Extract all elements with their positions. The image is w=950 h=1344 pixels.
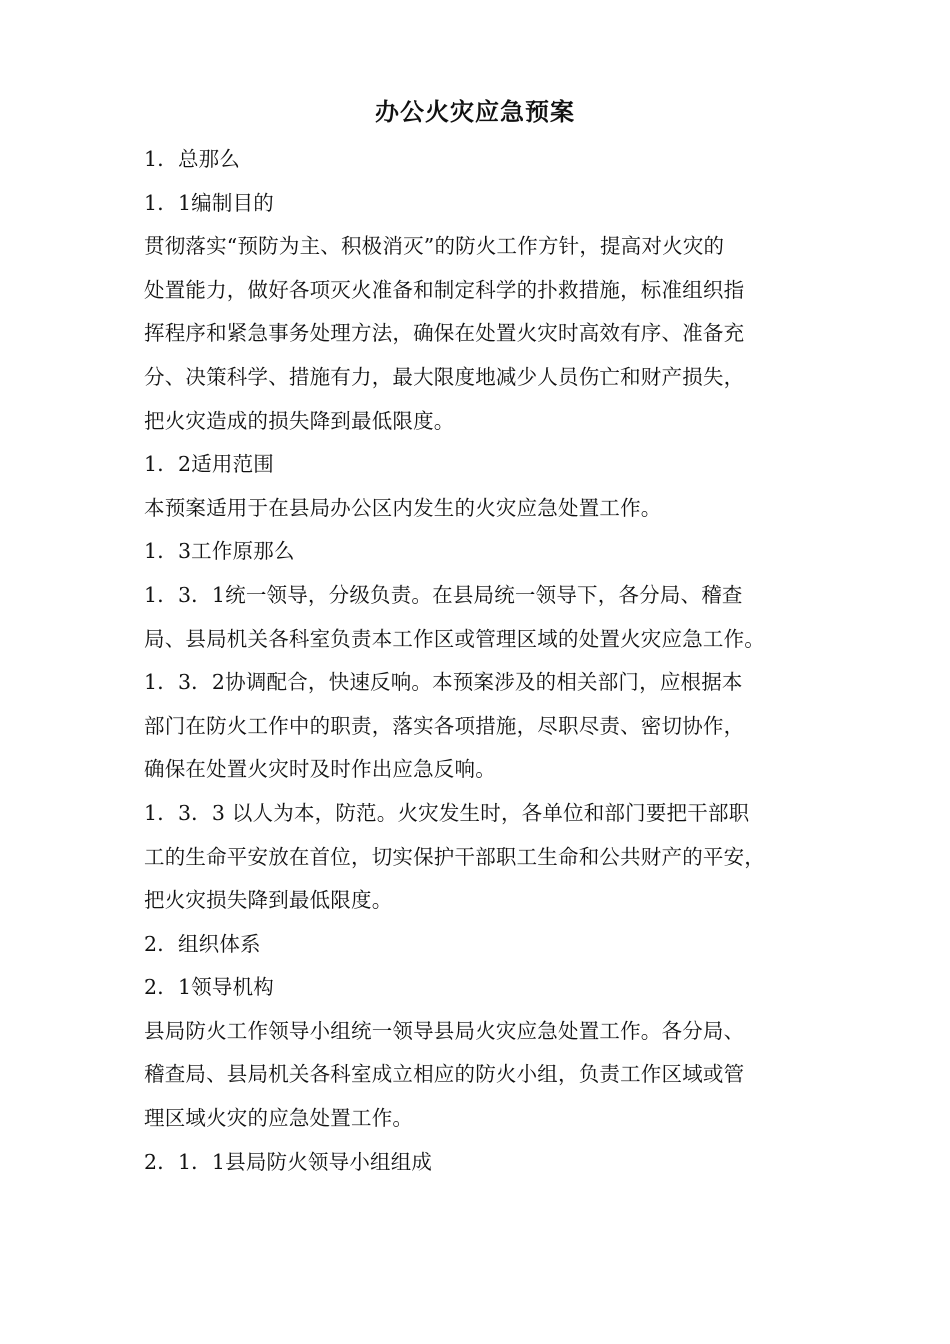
text-line: 稽查局、县局机关各科室成立相应的防火小组，负责工作区域或管 [144, 1062, 745, 1087]
document-body [144, 138, 820, 1184]
text-line: 1．3．3 以人为本，防范。火灾发生时，各单位和部门要把干部职 [144, 800, 750, 825]
text-line: 理区域火灾的应急处置工作。 [144, 1106, 414, 1131]
text-line: 2．1．1县局防火领导小组组成 [144, 1149, 433, 1174]
text-line: 本预案适用于在县局办公区内发生的火灾应急处置工作。 [144, 495, 662, 520]
text-line: 1．3．2协调配合，快速反响。本预案涉及的相关部门，应根据本 [144, 670, 743, 695]
text-line: 2．1领导机构 [144, 975, 274, 1000]
text-line: 部门在防火工作中的职责，落实各项措施，尽职尽责、密切协作， [144, 713, 745, 738]
text-line: 1．2适用范围 [144, 452, 274, 477]
text-line: 把火灾造成的损失降到最低限度。 [144, 408, 455, 433]
text-line: 1．总那么 [144, 147, 241, 171]
text-line: 2．组织体系 [144, 931, 261, 956]
text-line: 贯彻落实“预防为主、积极消灭”的防火工作方针，提高对火灾的 [144, 234, 725, 259]
text-line: 局、县局机关各科室负责本工作区或管理区域的处置火灾应急工作。 [144, 626, 765, 651]
document-title: 办公火灾应急预案 [375, 98, 575, 126]
text-line: 分、决策科学、措施有力，最大限度地减少人员伤亡和财产损失， [144, 364, 745, 389]
text-line: 把火灾损失降到最低限度。 [144, 888, 393, 913]
text-line: 确保在处置火灾时及时作出应急反响。 [144, 757, 496, 782]
text-line: 处置能力，做好各项灭火准备和制定科学的扑救措施，标准组织指 [144, 277, 745, 302]
text-line: 县局防火工作领导小组统一领导县局火灾应急处置工作。各分局、 [144, 1018, 745, 1043]
text-line: 挥程序和紧急事务处理方法，确保在处置火灾时高效有序、准备充 [144, 321, 745, 346]
text-line: 1．3．1统一领导，分级负责。在县局统一领导下，各分局、稽查 [144, 582, 743, 607]
text-line: 1．1编制目的 [144, 190, 274, 215]
text-line: 1．3工作原那么 [144, 539, 295, 564]
text-line: 工的生命平安放在首位，切实保护干部职工生命和公共财产的平安， [144, 844, 765, 869]
